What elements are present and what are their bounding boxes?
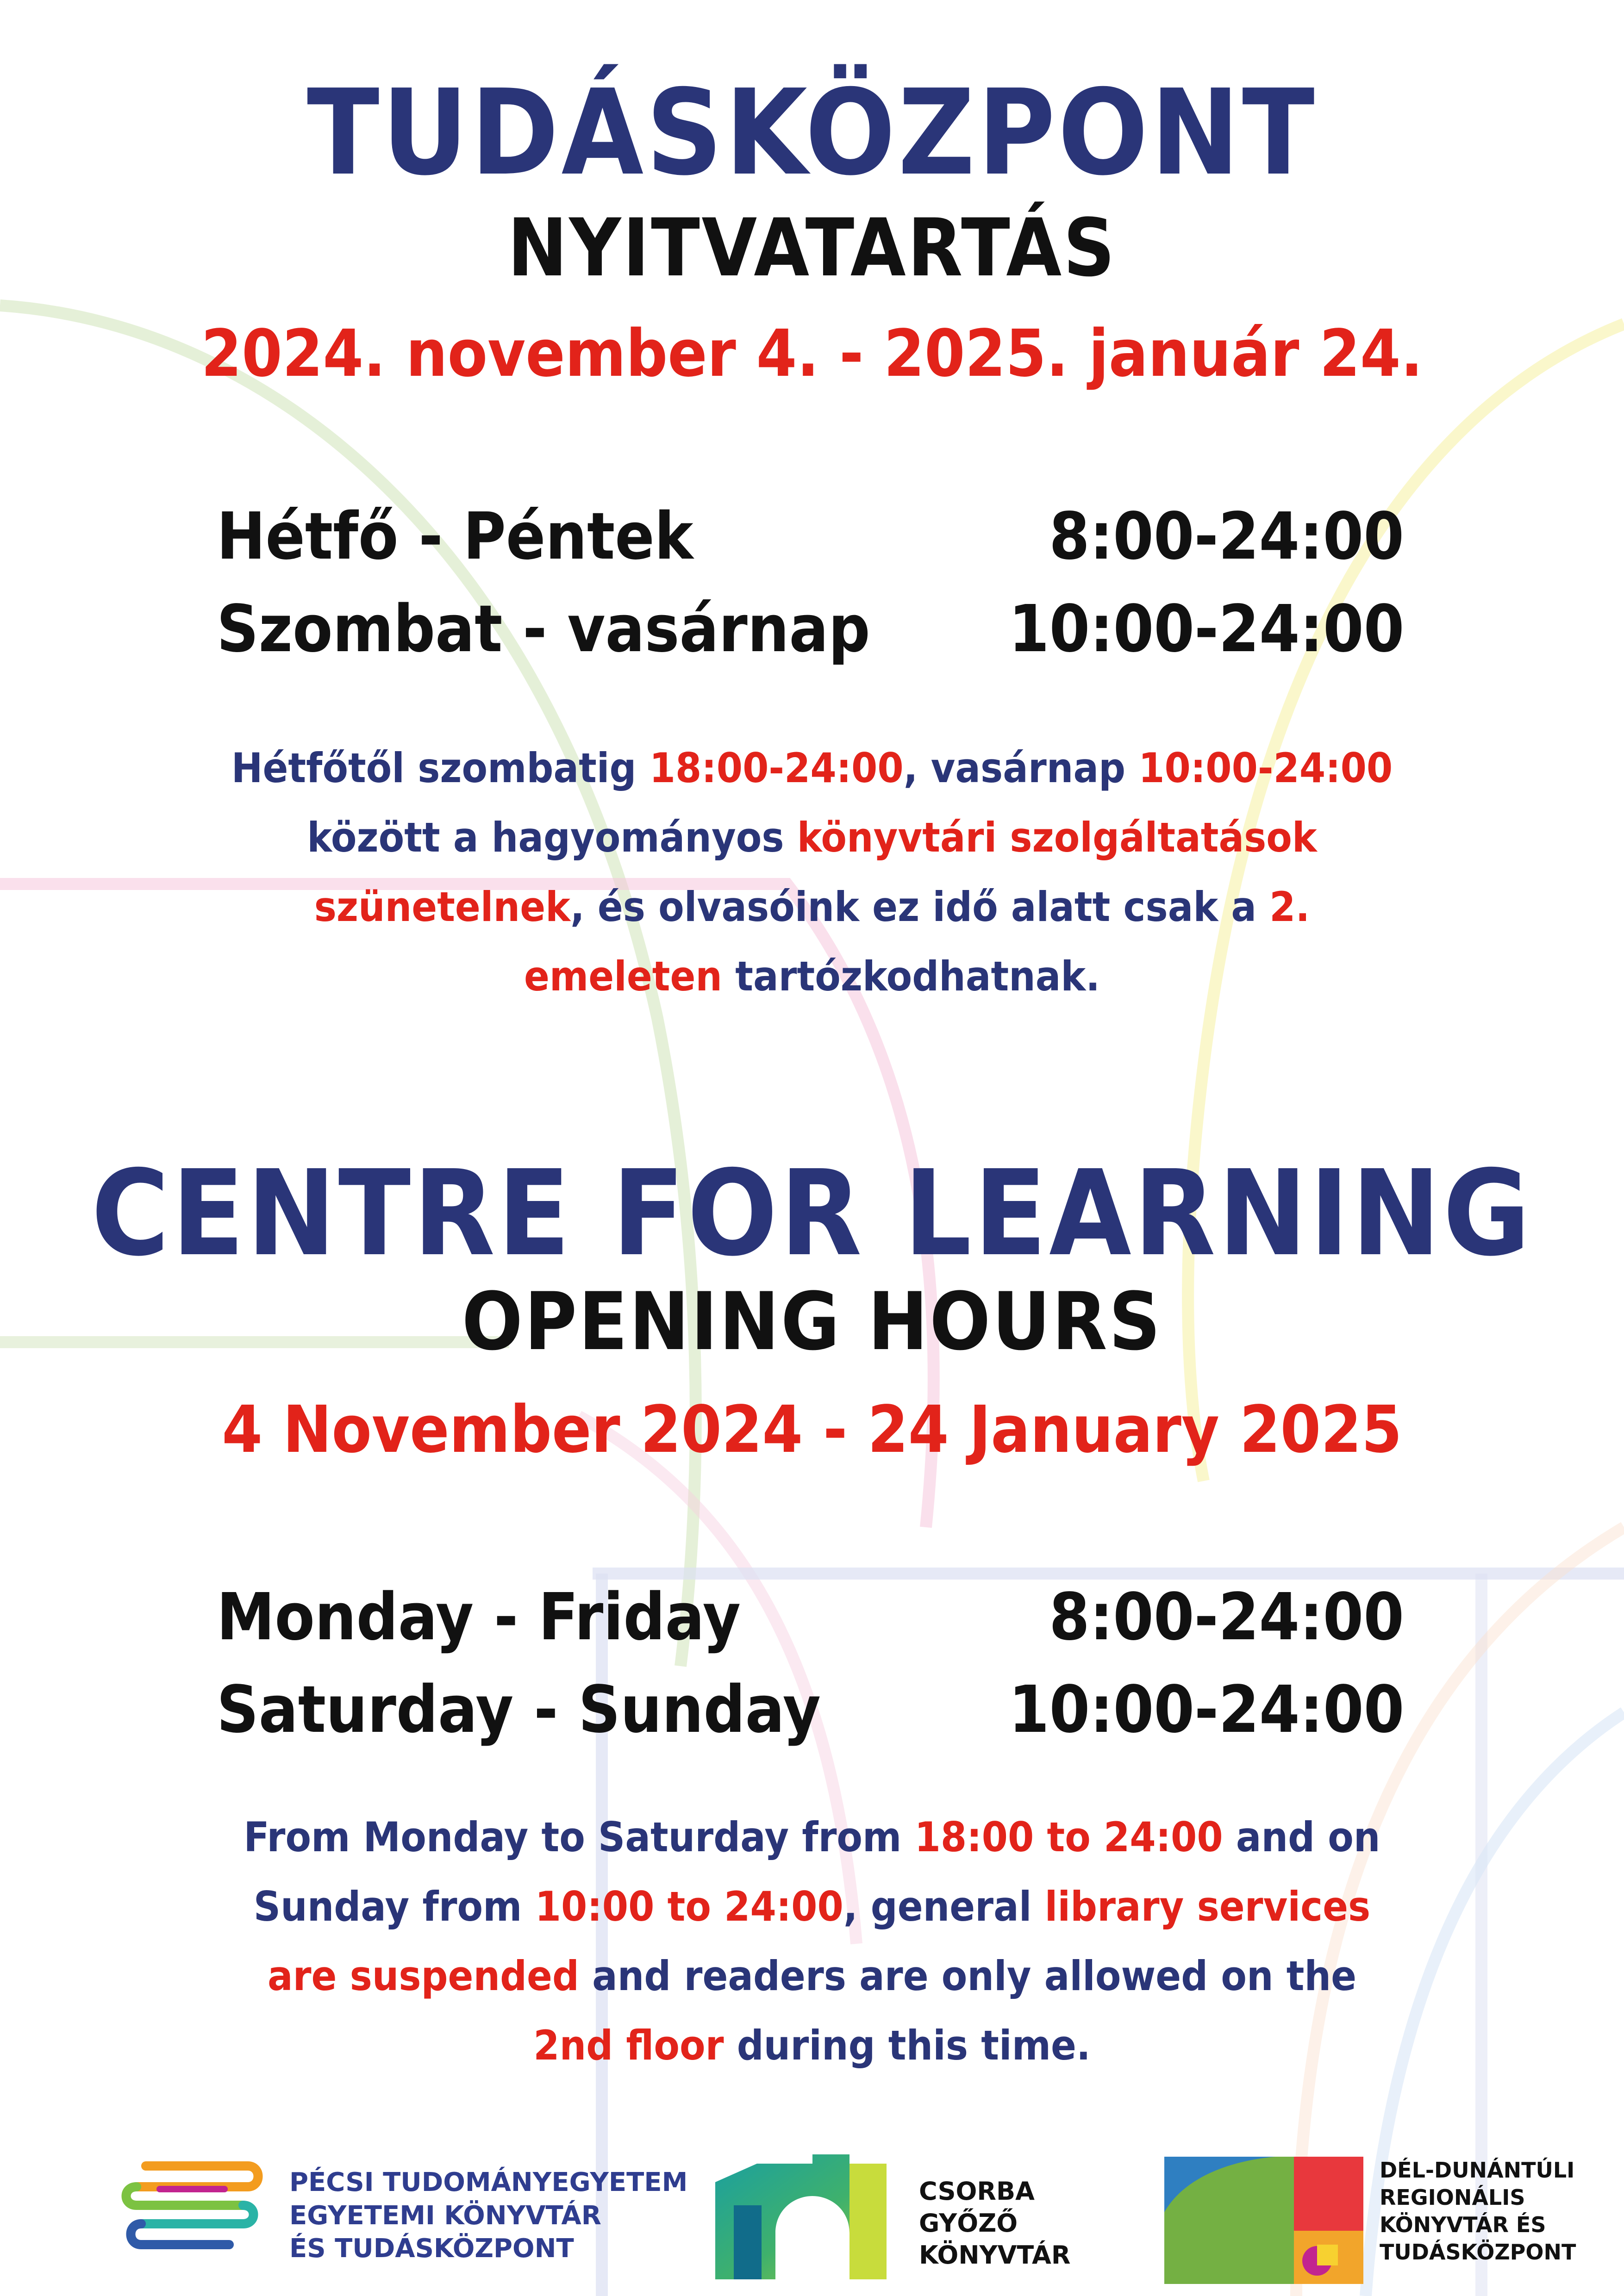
english-service-note [227,1803,1397,2080]
note-highlight: 2nd floor [533,2022,724,2069]
logo-line: ÉS TUDÁSKÖZPONT [289,2234,574,2264]
paperclip-stripes-icon [118,2152,266,2263]
note-text: , és olvasóink ez idő alatt csak a [570,883,1270,931]
note-highlight: 18:00 to 24:00 [914,1813,1223,1861]
note-text: tartózkodhatnak. [722,952,1100,1000]
english-weekend-hours: 10:00-24:00 [1008,1672,1404,1748]
hungarian-weekend-hours: 10:00-24:00 [1008,591,1404,667]
logo-line: GYŐZŐ [919,2209,1018,2238]
note-highlight: library services are suspended [267,1883,1371,2000]
ddrktk-logo-text [1380,2157,1576,2266]
english-title: CENTRE FOR LEARNING [91,1145,1533,1282]
logo-line: TUDÁSKÖZPONT [1380,2239,1576,2265]
logo-line: DÉL-DUNÁNTÚLI [1380,2158,1575,2183]
hungarian-weekday-hours: 8:00-24:00 [1049,499,1404,574]
hungarian-service-note [227,734,1397,1011]
note-text: during this time. [724,2022,1091,2069]
hungarian-subtitle: NYITVATARTÁS [507,201,1117,294]
logo-line: KÖNYVTÁR [919,2240,1071,2270]
logo-line: CSORBA [919,2177,1035,2206]
hungarian-weekend-label: Szombat - vasárnap [217,591,870,667]
note-highlight: 2. emeleten [524,883,1310,1000]
arch-m-icon [715,2154,887,2279]
english-subtitle: OPENING HOURS [462,1275,1162,1368]
logo-line: REGIONÁLIS [1380,2184,1525,2210]
note-text: Hétfőtől szombatig [231,744,650,792]
note-text: között a hagyományos [307,814,797,861]
logo-line: PÉCSI TUDOMÁNYEGYETEM [289,2167,688,2197]
logo-line: KÖNYVTÁR ÉS [1380,2212,1546,2237]
hungarian-weekday-label: Hétfő - Péntek [217,499,693,574]
english-weekday-hours: 8:00-24:00 [1049,1580,1404,1655]
note-highlight: 18:00-24:00 [649,744,904,792]
note-text: , general [843,1883,1045,1930]
pte-logo-text [289,2166,687,2265]
hungarian-title: TUDÁSKÖZPONT [306,64,1318,202]
note-highlight: könyvtári szolgáltatások szünetelnek [314,814,1317,931]
logo-line: EGYETEMI KÖNYVTÁR [289,2200,601,2231]
square-quadrant-icon [1164,2157,1363,2284]
note-highlight: 10:00 to 24:00 [535,1883,843,1930]
note-highlight: 10:00-24:00 [1138,744,1393,792]
english-weekday-label: Monday - Friday [217,1580,741,1655]
csorba-logo-text [919,2175,1070,2271]
english-weekend-label: Saturday - Sunday [217,1672,821,1748]
hungarian-date-range: 2024. november 4. - 2025. január 24. [201,316,1423,392]
note-text: and readers are only allowed on the [579,1952,1357,2000]
note-text: From Monday to Saturday from [244,1813,915,1861]
note-text: , vasárnap [903,744,1139,792]
note-text: and on Sunday from [253,1813,1380,1930]
english-date-range: 4 November 2024 - 24 January 2025 [222,1392,1402,1468]
